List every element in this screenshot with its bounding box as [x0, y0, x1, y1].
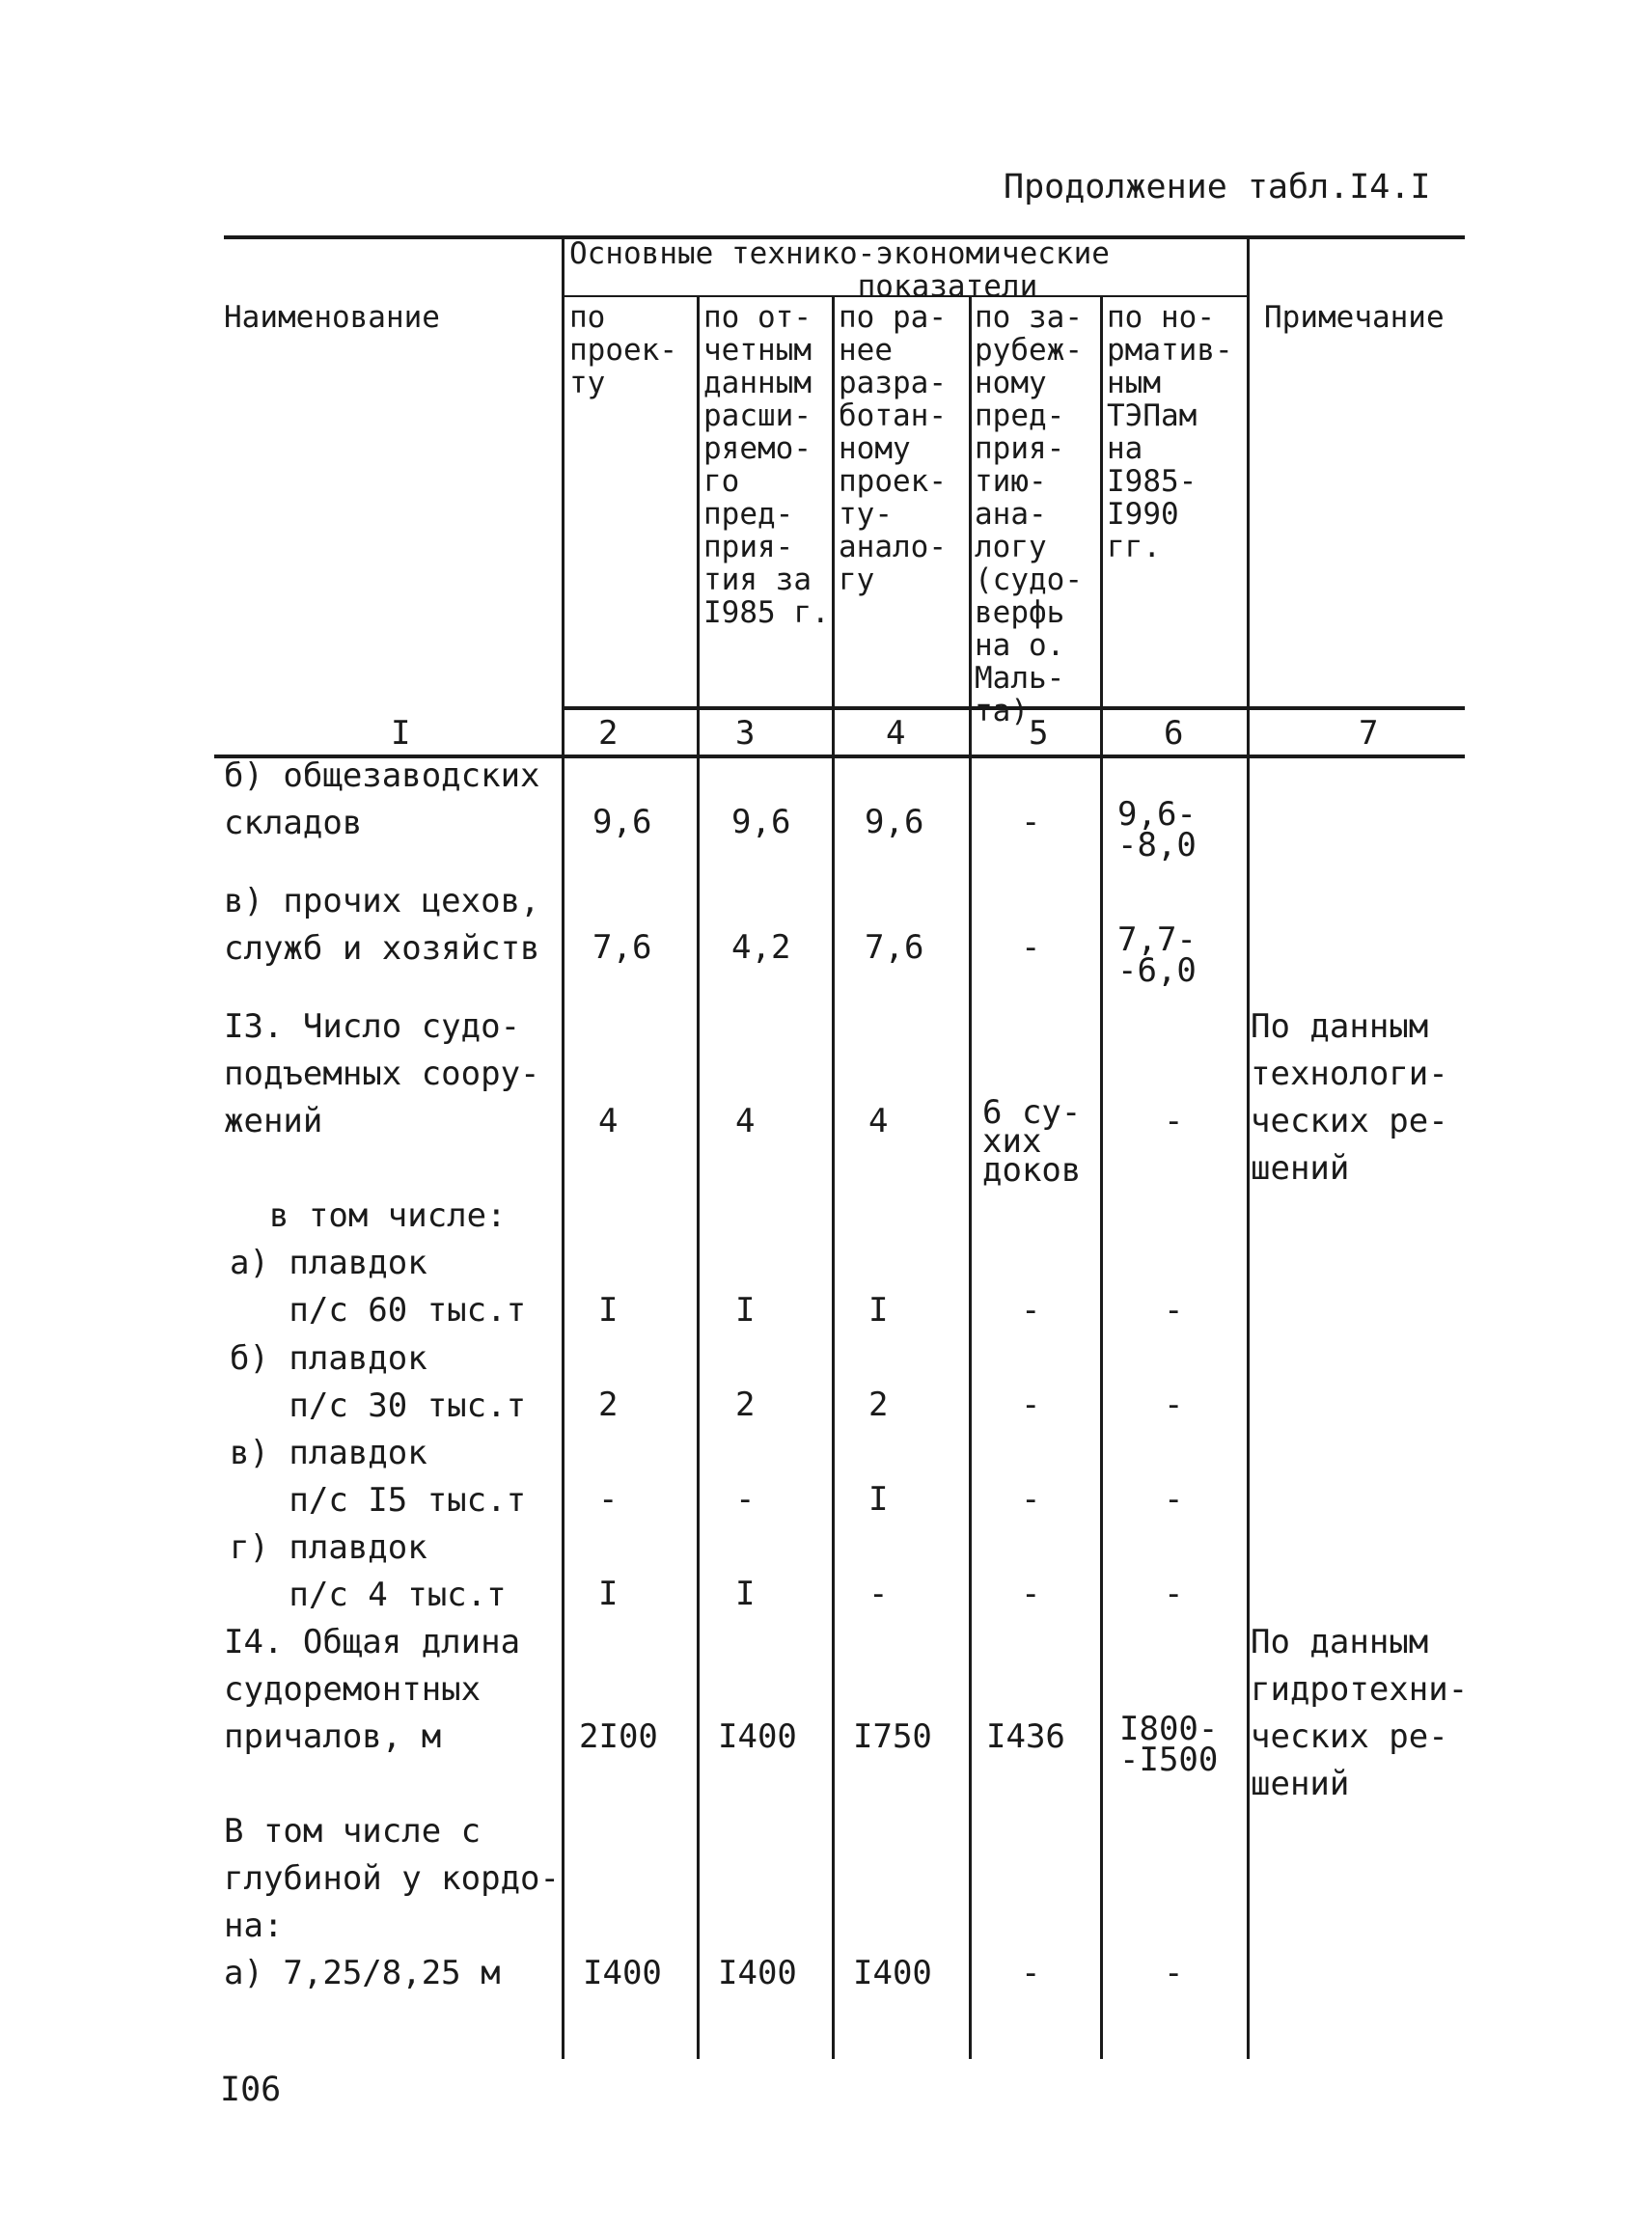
row-name: б) плавдок п/с 30 тыс.т — [230, 1339, 527, 1425]
column-number: 3 — [735, 714, 756, 753]
cell-value: I — [598, 1291, 619, 1330]
cell-value: I400 — [853, 1954, 932, 1992]
cell-value: - — [1021, 1954, 1041, 1992]
row-name: г) плавдок п/с 4 тыс.т — [230, 1528, 507, 1614]
col-divider — [969, 295, 972, 2059]
cell-value: I800- -I500 — [1119, 1710, 1219, 1779]
row-name: б) общезаводских складов — [224, 756, 540, 842]
cell-value: 4 — [735, 1102, 756, 1140]
cell-value: 6 су- хих доков — [982, 1093, 1082, 1190]
column-number: 6 — [1164, 714, 1184, 753]
page-number: I06 — [220, 2071, 282, 2109]
column-number: 5 — [1029, 714, 1049, 753]
cell-value: - — [1021, 1575, 1041, 1613]
cell-value: 2 — [598, 1386, 619, 1424]
cell-note: По данным гидротехни- ческих ре- шений — [1251, 1623, 1469, 1803]
cell-value: 4 — [868, 1102, 889, 1140]
cell-value: - — [1164, 1480, 1184, 1519]
cell-value: 9,6 — [592, 803, 652, 841]
cell-value: I436 — [986, 1717, 1065, 1756]
cell-value: - — [1021, 928, 1041, 967]
col-divider — [832, 295, 835, 2059]
cell-value: I — [868, 1291, 889, 1330]
header-group-title: Основные технико-экономические показатели — [569, 236, 1110, 304]
cell-value: 4,2 — [731, 928, 791, 967]
cell-value: - — [1164, 1102, 1184, 1140]
cell-value: - — [1021, 1480, 1041, 1519]
cell-value: 7,6 — [865, 928, 924, 967]
row-name: I4. Общая длина судоремонтных причалов, м — [224, 1623, 521, 1756]
cell-value: 4 — [598, 1102, 619, 1140]
column-number: 2 — [598, 714, 619, 753]
column-number: 7 — [1359, 714, 1379, 753]
header-name-column: Наименование — [224, 300, 440, 335]
table-caption: Продолжение табл.I4.I — [1004, 168, 1431, 206]
header-col-5: по за- рубеж- ному пред- прия- тию- ана- логу (судо- верфь на о. Маль- та) — [975, 300, 1083, 728]
col-divider — [562, 235, 564, 2059]
cell-value: 2 — [868, 1386, 889, 1424]
cell-value: 9,6 — [865, 803, 924, 841]
cell-value: - — [1164, 1575, 1184, 1613]
header-col-4: по ра- нее разра- ботан- ному проек- ту- анало- гу — [839, 300, 947, 597]
cell-value: 2 — [735, 1386, 756, 1424]
row-name: в) прочих цехов, служб и хозяйств — [224, 882, 540, 968]
cell-value: 9,6- -8,0 — [1117, 795, 1197, 864]
cell-value: - — [1021, 1386, 1041, 1424]
col-divider — [1100, 295, 1103, 2059]
cell-value: - — [1021, 803, 1041, 841]
cell-value: - — [735, 1480, 756, 1519]
col-divider — [697, 295, 700, 2059]
cell-value: I — [735, 1291, 756, 1330]
header-col-2: по проек- ту — [569, 300, 677, 400]
row-name: в том числе: а) плавдок п/с 60 тыс.т — [230, 1196, 527, 1330]
cell-value: I — [735, 1575, 756, 1613]
column-number: I — [391, 714, 411, 753]
cell-value: 7,7- -6,0 — [1117, 920, 1197, 990]
cell-value: I750 — [853, 1717, 932, 1756]
cell-value: - — [1164, 1291, 1184, 1330]
row-name: в) плавдок п/с I5 тыс.т — [230, 1434, 527, 1520]
cell-note: По данным технологи- ческих ре- шений — [1251, 1007, 1448, 1188]
row-name: В том числе с глубиной у кордо- на: а) 7,25/8,25 м — [224, 1812, 560, 1992]
header-col-3: по от- четным данным расши- ряемо- го пред- прия- тия за I985 г. — [703, 300, 830, 630]
col-divider — [1247, 235, 1250, 2059]
header-note-column: Примечание — [1264, 300, 1445, 335]
cell-value: - — [598, 1480, 619, 1519]
header-col-6: по но- рматив- ным ТЭПам на I985- I990 гг. — [1107, 300, 1233, 564]
cell-value: 2I00 — [579, 1717, 658, 1756]
row-name: I3. Число судо- подъемных соору- жений — [224, 1007, 540, 1140]
cell-value: I — [598, 1575, 619, 1613]
cell-value: I400 — [718, 1954, 797, 1992]
cell-value: - — [868, 1575, 889, 1613]
cell-value: 7,6 — [592, 928, 652, 967]
cell-value: I400 — [583, 1954, 662, 1992]
cell-value: I — [868, 1480, 889, 1519]
cell-value: 9,6 — [731, 803, 791, 841]
cell-value: I400 — [718, 1717, 797, 1756]
cell-value: - — [1021, 1291, 1041, 1330]
cell-value: - — [1164, 1954, 1184, 1992]
cell-value: - — [1164, 1386, 1184, 1424]
column-number: 4 — [886, 714, 906, 753]
